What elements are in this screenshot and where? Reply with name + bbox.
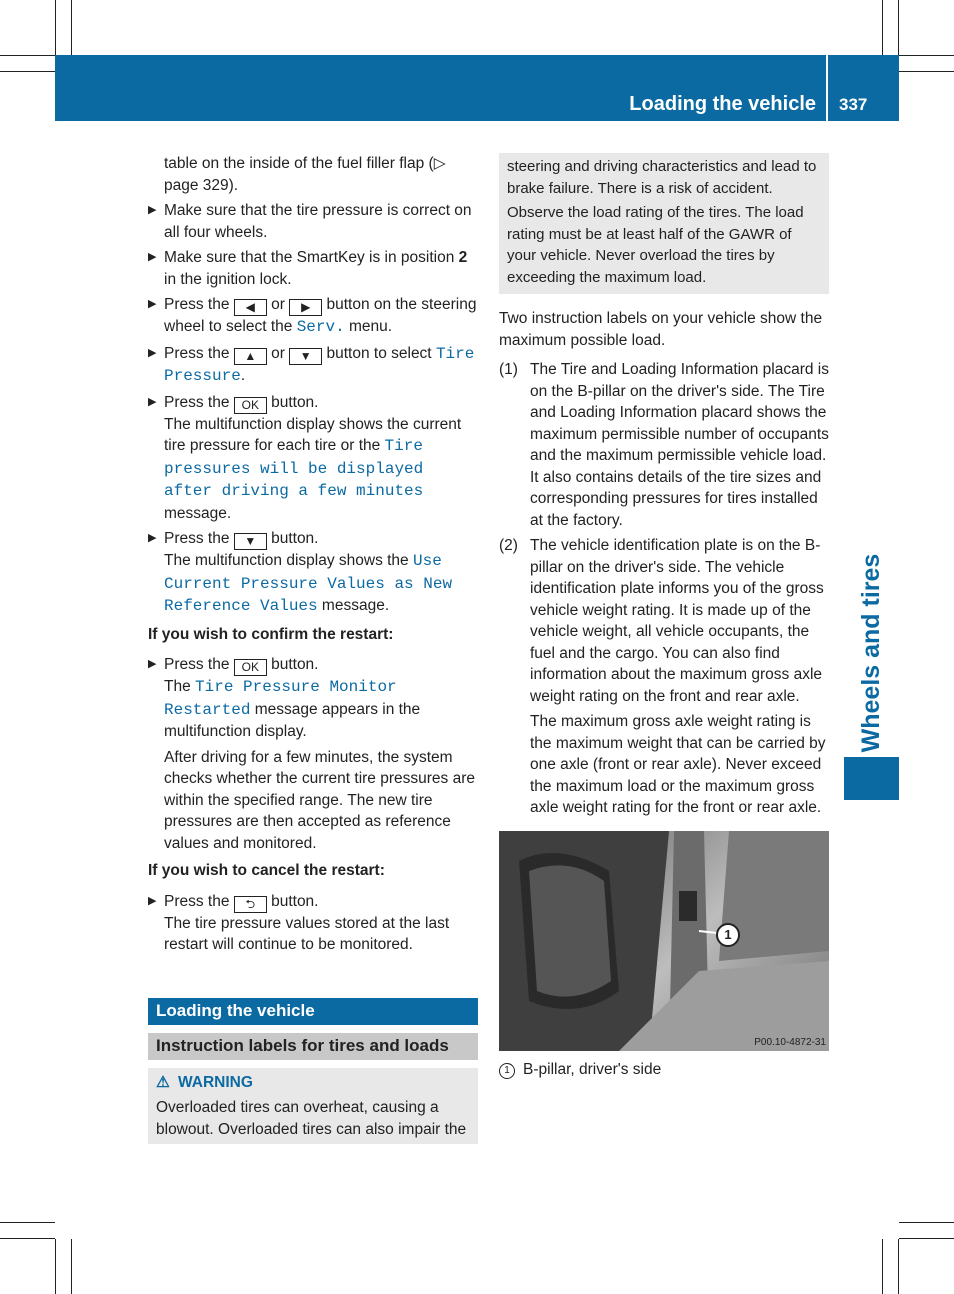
step-arrow-icon: ▶ <box>148 658 157 670</box>
b-pillar-photo <box>499 831 829 1051</box>
step-text: button. <box>266 393 319 411</box>
figure-callout: 1 <box>716 923 740 947</box>
key-position: 2 <box>458 249 468 266</box>
warning-text: Overloaded tires can overheat, causing a blowout. Overloaded tires can also impair the <box>156 1099 467 1138</box>
side-tab-marker <box>844 757 899 800</box>
crop-mark <box>898 0 899 55</box>
crop-mark <box>899 71 954 72</box>
step-text: or <box>266 344 290 362</box>
side-tab-label: Wheels and tires <box>857 553 885 753</box>
step-text: Make sure that the tire pressure is correct on all four wheels. <box>164 202 472 241</box>
list-text: The maximum gross axle weight rating is the maximum weight that can be carried by one axle (front or rear axle). Never exceed the maximum load or the maximum gross axle weight rating for the front or rear axle. <box>530 713 826 816</box>
ok-button-icon: OK <box>234 397 267 414</box>
warning-text: Observe the load rating of the tires. The load rating must be at least half of the GAWR of your vehicle. Never overload the tires by exceeding the maximum load. <box>507 204 804 286</box>
header-divider <box>826 55 828 121</box>
step-text: button to select <box>322 344 436 362</box>
list-item <box>499 359 829 531</box>
intro-text: Two instruction labels on your vehicle show the maximum possible load. <box>499 310 823 349</box>
crop-mark <box>0 55 55 56</box>
crop-mark <box>898 1239 899 1294</box>
intro-text: table on the inside of the fuel filler flap (▷ page 329). <box>164 155 446 194</box>
display-text: Use Current Pressure Values as New Reference Values <box>164 552 453 615</box>
list-item <box>499 535 829 707</box>
caption-number: 1 <box>499 1063 515 1079</box>
list-number: (2) <box>499 537 518 554</box>
step-paragraph: After driving for a few minutes, the system checks whether the current tire pressures are within the specified range. The new tire pressures are then accepted as reference values and monitored. <box>164 748 475 852</box>
step-text: button. <box>266 892 319 910</box>
caption-text: B-pillar, driver's side <box>523 1060 662 1078</box>
step-text: message. <box>164 504 232 522</box>
figure-code: P00.10-4872-31 <box>754 1036 826 1048</box>
step-text: . <box>240 367 246 384</box>
step-item <box>148 200 478 243</box>
step-text: The <box>164 678 196 695</box>
page-header <box>55 55 899 121</box>
confirm-heading: If you wish to confirm the restart: <box>148 625 394 643</box>
list-paragraph <box>499 711 829 819</box>
step-item <box>148 343 478 388</box>
step-text: in the ignition lock. <box>164 270 292 288</box>
display-text: Serv. <box>296 318 345 336</box>
step-text: Make sure that the SmartKey is in position <box>164 249 459 266</box>
step-arrow-icon: ▶ <box>148 204 157 216</box>
step-text: Press the <box>164 393 234 411</box>
display-text: Tire Pressure Monitor Restarted <box>164 678 397 719</box>
warning-triangle-icon: ⚠ <box>156 1073 170 1091</box>
crop-mark <box>0 71 55 72</box>
right-button-icon: ▶ <box>289 299 322 316</box>
crop-mark <box>55 1239 56 1294</box>
step-arrow-icon: ▶ <box>148 395 157 408</box>
up-button-icon: ▲ <box>234 348 267 365</box>
step-text: menu. <box>344 318 393 335</box>
step-item <box>148 247 478 290</box>
step-arrow-icon: ▶ <box>148 298 157 310</box>
step-text: or <box>266 296 290 313</box>
display-text: Tire pressures will be displayed after driving a few minutes <box>164 437 424 500</box>
step-arrow-icon: ▶ <box>148 251 157 263</box>
back-button-icon: ⮌ <box>234 896 267 913</box>
left-column <box>148 153 478 1144</box>
crop-mark <box>0 1238 55 1239</box>
step-item <box>148 294 478 339</box>
b-pillar-illustration <box>499 831 829 1051</box>
right-column <box>499 153 829 1080</box>
crop-mark <box>882 1239 883 1294</box>
step-text: Press the <box>164 656 234 673</box>
step-text: button. <box>266 656 319 673</box>
step-text: Press the <box>164 892 234 910</box>
step-item <box>148 392 478 525</box>
step-text: Press the <box>164 296 234 313</box>
warning-continuation <box>499 153 829 294</box>
list-number: (1) <box>499 361 518 378</box>
step-text: Press the <box>164 344 234 362</box>
step-text: message. <box>317 597 390 614</box>
crop-mark <box>899 55 954 56</box>
list-text: The Tire and Loading Information placard is on the B-pillar on the driver's side. The Tire and Loading Information placard shows the maximum permissible number of occupants and the maximum permissible vehicle load. It also contains details of the tire sizes and corresponding pressures for tires installed at the factory. <box>530 361 829 529</box>
down-button-icon: ▼ <box>234 533 267 550</box>
step-item <box>148 654 478 743</box>
step-arrow-icon: ▶ <box>148 346 157 359</box>
step-text: The tire pressure values stored at the last restart will continue to be monitored. <box>164 914 450 953</box>
step-text: Press the <box>164 530 234 547</box>
crop-mark <box>899 1238 954 1239</box>
step-arrow-icon: ▶ <box>148 532 157 544</box>
crop-mark <box>899 1222 954 1223</box>
list-text: The vehicle identification plate is on the B-pillar on the driver's side. The vehicle identification plate informs you of the gross vehicle weight rating. It is made up of the vehicle weight, all vehicle occupants, the fuel and the cargo. You can also find information about the maximum gross axle weight rating on the front and rear axle. <box>530 537 824 705</box>
left-button-icon: ◀ <box>234 299 267 316</box>
subsection-title: Instruction labels for tires and loads <box>148 1033 478 1060</box>
section-title: Loading the vehicle <box>148 998 478 1025</box>
step-text: The multifunction display shows the current tire pressure for each tire or the <box>164 415 462 454</box>
down-button-icon: ▼ <box>289 348 322 365</box>
step-text: button on the steering wheel to select the <box>164 296 477 335</box>
warning-header <box>156 1072 470 1094</box>
warning-label: WARNING <box>178 1073 253 1091</box>
step-arrow-icon: ▶ <box>148 894 157 907</box>
cancel-heading: If you wish to cancel the restart: <box>148 862 385 879</box>
step-item <box>148 528 478 618</box>
display-text: Tire Pressure <box>164 344 475 385</box>
crop-mark <box>71 0 72 55</box>
page-number: 337 <box>839 95 868 114</box>
step-item <box>148 891 478 956</box>
step-text: button. <box>266 530 319 547</box>
crop-mark <box>55 0 56 55</box>
step-text: message appears in the multifunction display. <box>164 700 421 740</box>
figure-caption <box>499 1059 829 1081</box>
crop-mark <box>0 1222 55 1223</box>
step-text: The multifunction display shows the <box>164 552 413 569</box>
header-title: Loading the vehicle <box>629 93 816 115</box>
warning-box <box>148 1068 478 1145</box>
crop-mark <box>71 1239 72 1294</box>
ok-button-icon: OK <box>234 659 267 676</box>
crop-mark <box>882 0 883 55</box>
warning-text: steering and driving characteristics and lead to brake failure. There is a risk of accident. <box>507 158 817 197</box>
